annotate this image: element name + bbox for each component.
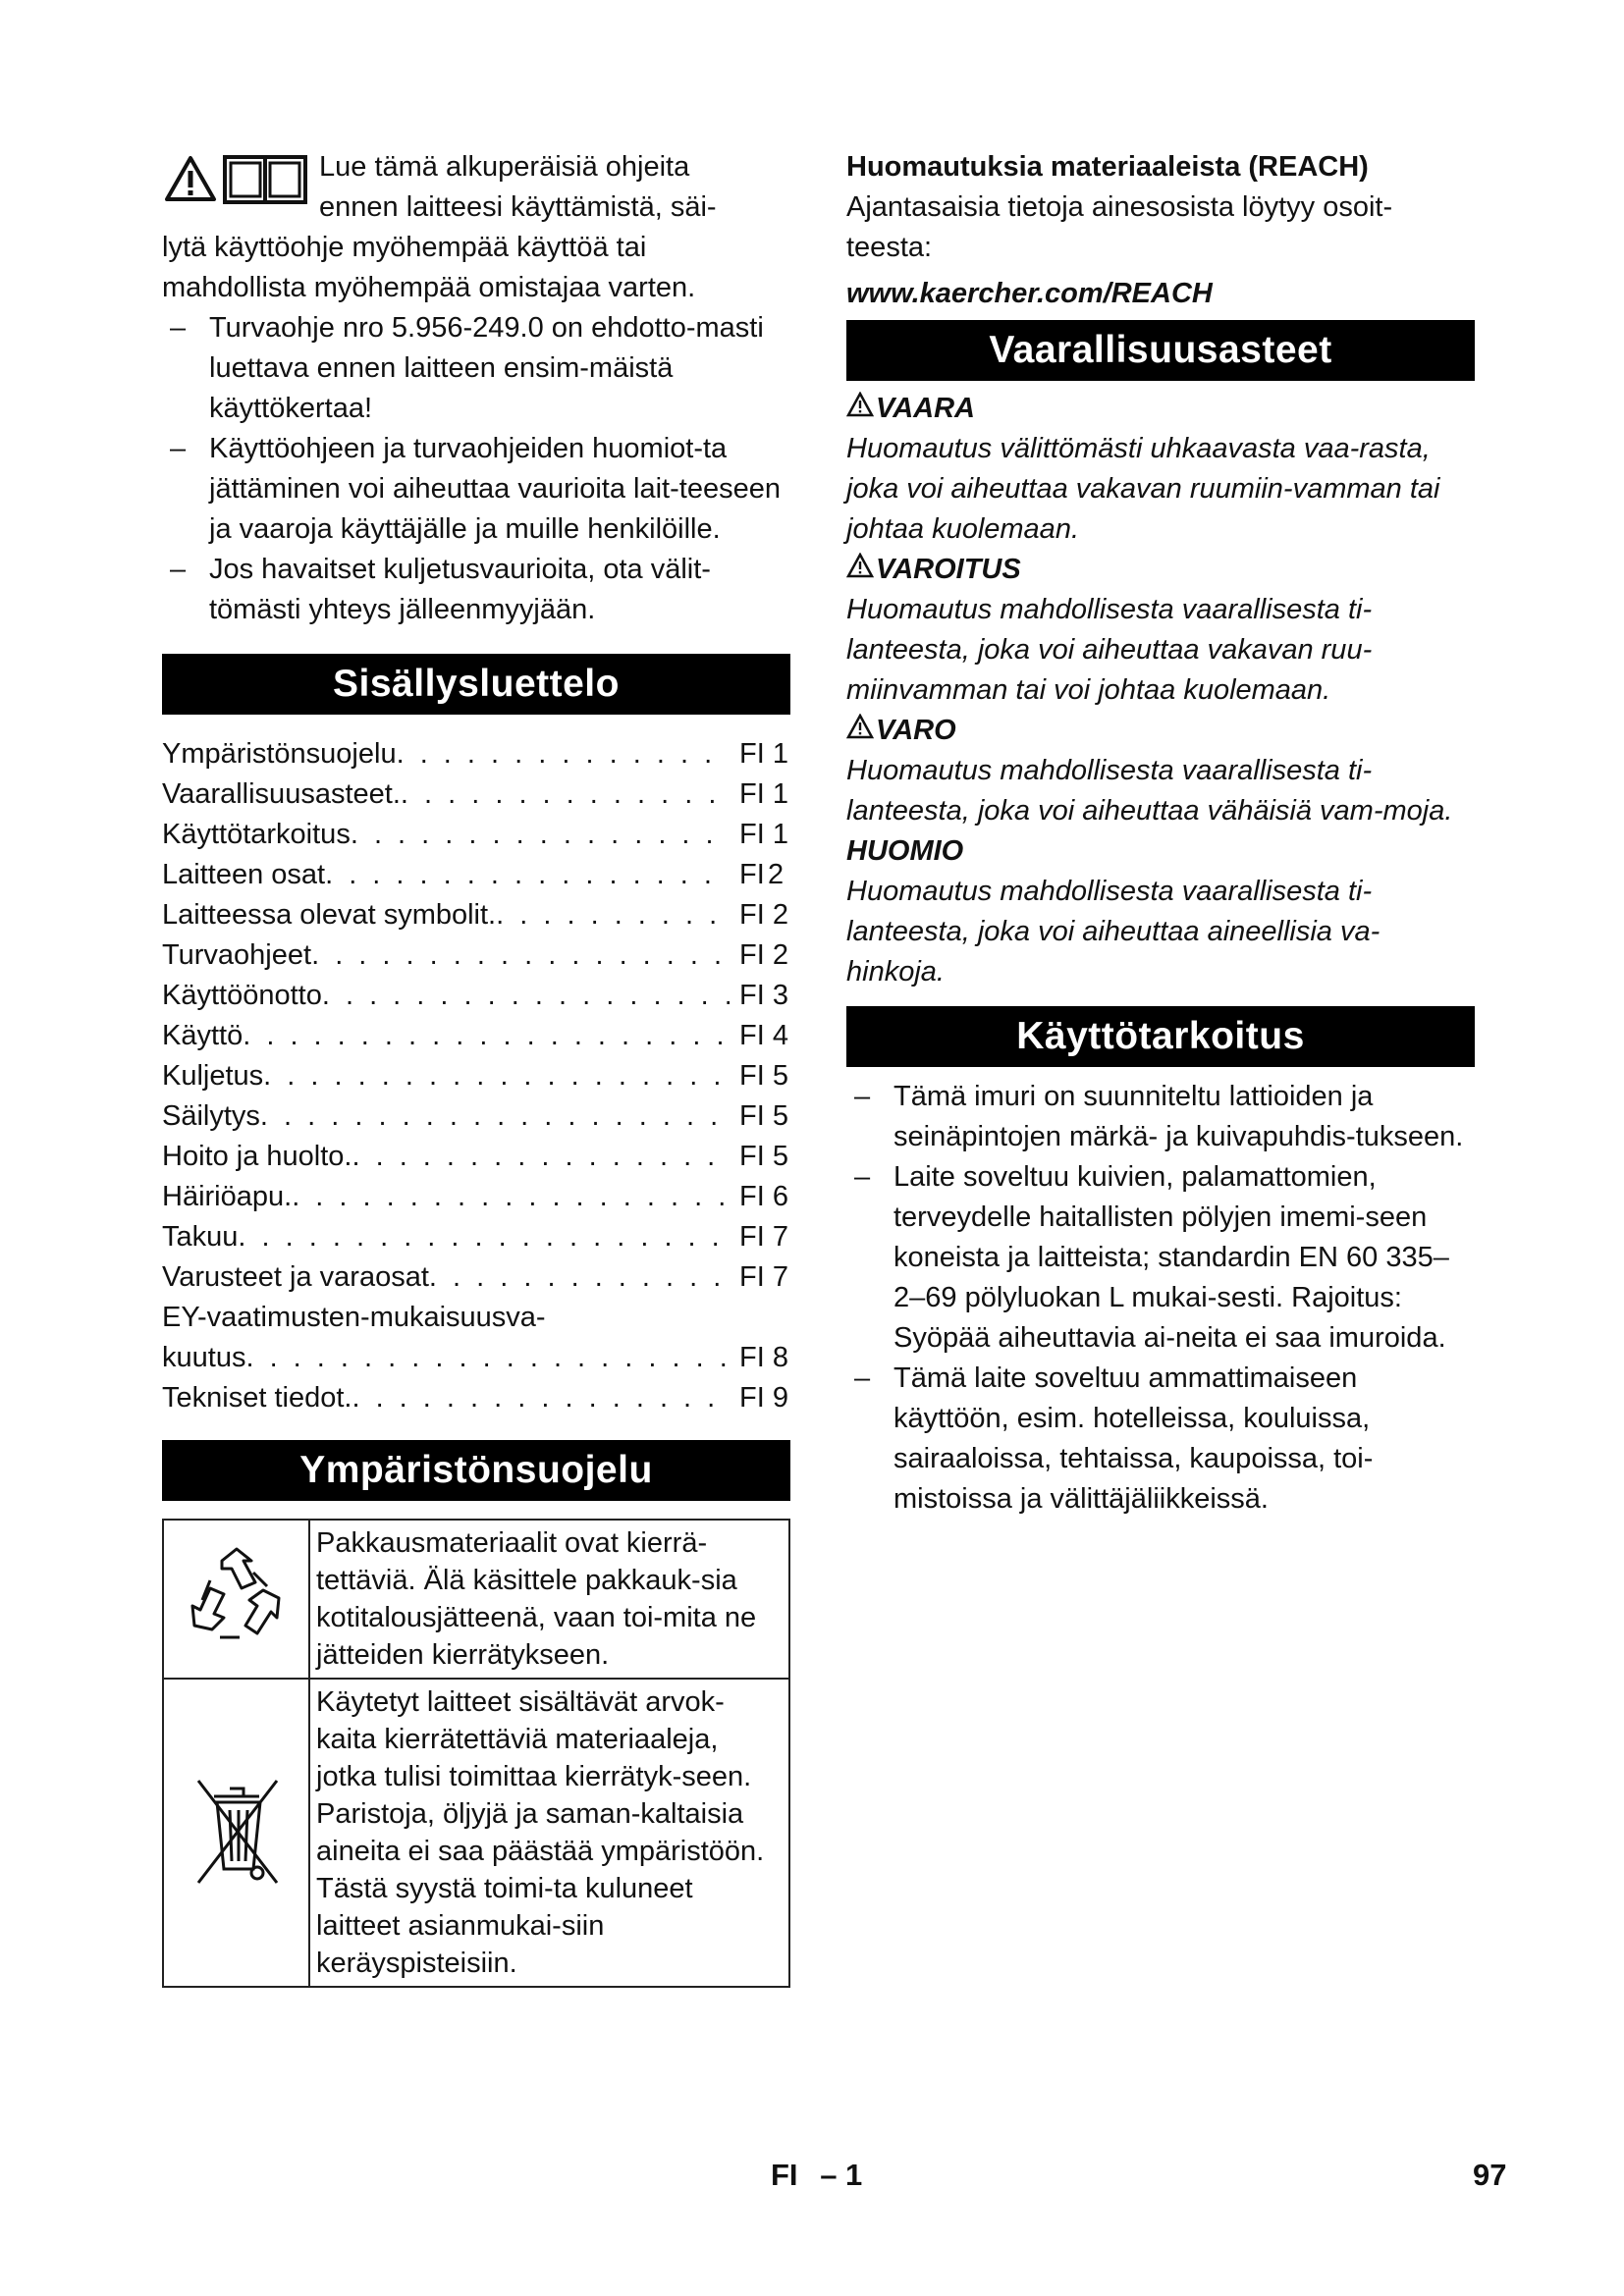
- table-row: [163, 1679, 789, 1987]
- toc-row[interactable]: [162, 1338, 790, 1378]
- toc-title: Kuljetus: [162, 1060, 264, 1092]
- toc-page: FI 4: [739, 1020, 788, 1051]
- hazard-label: VAARA: [846, 389, 1475, 429]
- environment-table: [162, 1519, 790, 1988]
- toc-title: Käyttöönotto: [162, 980, 322, 1011]
- intro: [162, 147, 790, 308]
- reach-heading: Huomautuksia materiaaleista (REACH): [846, 151, 1369, 183]
- toc-page: FI 6: [739, 1181, 788, 1212]
- toc-page: FI 1: [739, 819, 788, 850]
- intended-use-heading: Käyttötarkoitus: [846, 1006, 1475, 1067]
- reach-text: Ajantasaisia tietoja ainesosista löytyy osoit-teesta:: [846, 191, 1393, 263]
- toc-title: Laitteen osat: [162, 859, 326, 890]
- toc-page: FI 1: [739, 738, 788, 770]
- footer-section-page: – 1: [820, 2158, 863, 2192]
- toc-title: Käyttö: [162, 1020, 244, 1051]
- toc-title: Hoito ja huolto.: [162, 1141, 352, 1172]
- toc-title: Turvaohjeet: [162, 939, 312, 971]
- list-item: – Laite soveltuu kuivien, palamattomien, terveydelle haitallisten pölyjen imemi-seen koneista ja laitteista; standardin EN 60 335–2–69 pölyluokan L mukai-sesti. Rajoitus: Syöpää aiheuttavia ai-neita ei saa imuroida.: [846, 1157, 1475, 1359]
- toc-heading: Sisällysluettelo: [162, 654, 790, 715]
- toc-page: FI 5: [739, 1060, 788, 1092]
- list-item: – Tämä laite soveltuu ammattimaiseen käyttöön, esim. hotelleissa, kouluissa, sairaaloissa, tehtaissa, kaupoissa, toi-mistoissa ja välittäjäliikkeissä.: [846, 1359, 1475, 1520]
- hazard-label: VARO: [846, 711, 1475, 751]
- toc-row[interactable]: [162, 734, 790, 774]
- toc-page: FI 3: [739, 980, 788, 1011]
- toc-page: FI 5: [739, 1141, 788, 1172]
- toc-row[interactable]: [162, 1177, 790, 1217]
- footer-lang-code: FI: [771, 2158, 798, 2192]
- intended-use-list: [846, 1077, 1475, 1520]
- warning-triangle-icon: [164, 155, 217, 209]
- hazard-text: Huomautus välittömästi uhkaavasta vaa-rasta, joka voi aiheuttaa vakavan ruumiin-vamman tai johtaa kuolemaan.: [846, 433, 1440, 545]
- page-number: 97: [1473, 2158, 1507, 2192]
- warning-triangle-icon: [846, 389, 874, 429]
- crossed-bin-icon: [183, 1882, 291, 1898]
- toc-page: FI 9: [739, 1382, 788, 1414]
- toc-row[interactable]: [162, 935, 790, 976]
- left-column: [162, 147, 790, 1988]
- toc-row[interactable]: [162, 1096, 790, 1137]
- toc-row[interactable]: [162, 1257, 790, 1298]
- table-row: [163, 1520, 789, 1679]
- hazard-text: Huomautus mahdollisesta vaarallisesta ti-lanteesta, joka voi aiheuttaa vähäisiä vam-moja.: [846, 755, 1453, 827]
- hazard-heading: Vaarallisuusasteet: [846, 320, 1475, 381]
- list-item: – Turvaohje nro 5.956-249.0 on ehdotto-masti luettava ennen laitteen ensim-mäistä käyttökertaa!: [162, 308, 790, 429]
- toc-page-suffix: 2: [768, 859, 785, 890]
- intro-text: lytä käyttöohje myöhempää käyttöä tai mahdollista myöhempää omistajaa varten.: [162, 232, 696, 303]
- list-item: – Käyttöohjeen ja turvaohjeiden huomiot-ta jättäminen voi aiheuttaa vaurioita lait-teeseen ja vaaroja käyttäjälle ja muille henkilöille.: [162, 429, 790, 550]
- environment-heading: Ympäristönsuojelu: [162, 1440, 790, 1501]
- hazard-label: VAROITUS: [846, 550, 1475, 590]
- toc-title: Laitteessa olevat symbolit.: [162, 899, 497, 931]
- table-of-contents: [162, 734, 790, 1418]
- toc-page: FI 2: [739, 939, 788, 971]
- hazard-label: HUOMIO: [846, 835, 964, 867]
- toc-title-wrap: EY-vaatimusten-mukaisuusva-: [162, 1302, 546, 1333]
- toc-page: FI 5: [739, 1100, 788, 1132]
- toc-page: FI 2: [739, 899, 788, 931]
- warning-triangle-icon: [846, 550, 874, 590]
- right-column: [846, 147, 1475, 1520]
- toc-title: Takuu: [162, 1221, 239, 1253]
- table-cell: Käytetyt laitteet sisältävät arvok-kaita kierrätettäviä materiaaleja, jotka tulisi toimittaa kierrätyk-seen. Paristoja, öljyjä ja saman-kaltaisia aineita ei saa päästää ympäristöön. Tästä syystä toimi-ta kuluneet laitteet asianmukai-siin keräyspisteisiin.: [309, 1679, 789, 1987]
- toc-page: FI: [739, 859, 765, 890]
- list-item: – Jos havaitset kuljetusvaurioita, ota välit-tömästi yhteys jälleenmyyjään.: [162, 550, 790, 630]
- toc-row[interactable]: [162, 1056, 790, 1096]
- intro-line-2: ennen laitteesi käyttämistä, säi-: [319, 191, 717, 223]
- toc-row[interactable]: [162, 1217, 790, 1257]
- toc-title: Tekniset tiedot.: [162, 1382, 352, 1414]
- toc-title: kuutus: [162, 1342, 246, 1373]
- warning-triangle-icon: [846, 711, 874, 751]
- toc-row[interactable]: [162, 1016, 790, 1056]
- reach-link[interactable]: www.kaercher.com/REACH: [846, 278, 1213, 309]
- toc-row[interactable]: [162, 895, 790, 935]
- hazard-text: Huomautus mahdollisesta vaarallisesta ti-lanteesta, joka voi aiheuttaa aineellisia va-hinkoja.: [846, 876, 1380, 988]
- intro-line-1: Lue tämä alkuperäisiä ohjeita: [319, 151, 690, 183]
- toc-title: Käyttötarkoitus: [162, 819, 351, 850]
- toc-title: Ympäristönsuojelu: [162, 738, 397, 770]
- safety-list: [162, 308, 790, 630]
- toc-row[interactable]: [162, 976, 790, 1016]
- toc-row[interactable]: [162, 1378, 790, 1418]
- manual-book-icon: [221, 155, 309, 209]
- toc-row[interactable]: [162, 855, 790, 895]
- toc-title: Vaarallisuusasteet.: [162, 778, 401, 810]
- toc-page: FI 1: [739, 778, 788, 810]
- toc-title: Varusteet ja varaosat: [162, 1261, 429, 1293]
- intro-icons: [164, 155, 309, 209]
- list-item: – Tämä imuri on suunniteltu lattioiden ja seinäpintojen märkä- ja kuivapuhdis-tukseen.: [846, 1077, 1475, 1157]
- table-cell: Pakkausmateriaalit ovat kierrä-tettäviä. Älä käsittele pakkauk-sia kotitalousjätteenä, vaan toi-mita ne jätteiden kierrätykseen.: [309, 1520, 789, 1679]
- toc-title: Häiriöapu.: [162, 1181, 293, 1212]
- toc-row[interactable]: [162, 815, 790, 855]
- footer-page-ref: [771, 2158, 862, 2193]
- toc-page: FI 7: [739, 1261, 788, 1293]
- toc-row[interactable]: [162, 1137, 790, 1177]
- toc-page: FI 8: [739, 1342, 788, 1373]
- toc-page: FI 7: [739, 1221, 788, 1253]
- hazard-list: [846, 389, 1475, 992]
- toc-row[interactable]: [162, 774, 790, 815]
- recycle-icon: [183, 1638, 291, 1655]
- hazard-text: Huomautus mahdollisesta vaarallisesta ti-lanteesta, joka voi aiheuttaa vakavan ruu-miinvamman tai voi johtaa kuolemaan.: [846, 594, 1373, 706]
- toc-title: Säilytys: [162, 1100, 260, 1132]
